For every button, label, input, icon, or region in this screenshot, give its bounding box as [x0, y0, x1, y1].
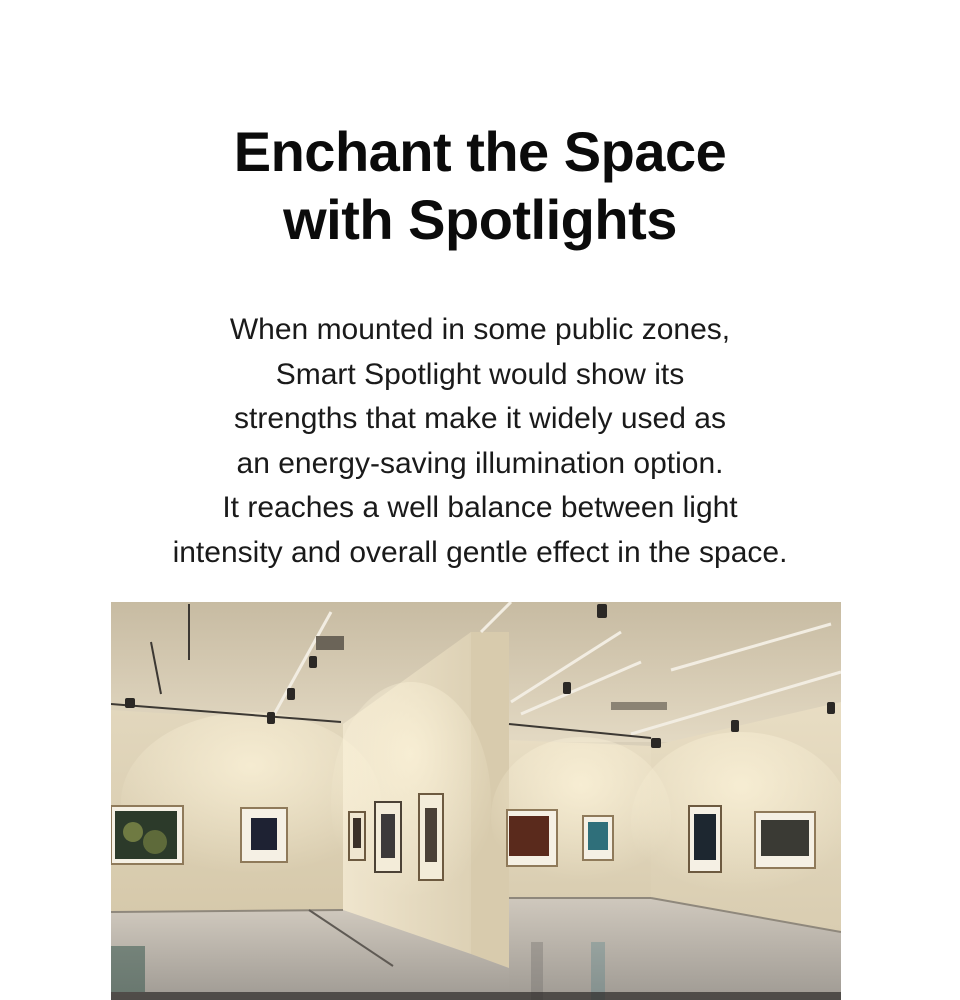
- description-line: an energy-saving illumination option.: [236, 446, 724, 480]
- description-line: It reaches a well balance between light: [222, 491, 738, 525]
- description-line: strengths that make it widely used as: [234, 402, 726, 436]
- description-line: When mounted in some public zones,: [229, 313, 731, 346]
- title-line-1: Enchant the Space: [233, 120, 727, 183]
- description-line: intensity and overall gentle effect in the space.: [172, 535, 788, 569]
- gallery-photo: [111, 602, 841, 1000]
- page-title: [0, 118, 960, 254]
- title-line-2: with Spotlights: [283, 188, 677, 251]
- description-line: Smart Spotlight would show its: [275, 357, 685, 391]
- description: [0, 308, 960, 576]
- gallery-illustration: [111, 602, 841, 1000]
